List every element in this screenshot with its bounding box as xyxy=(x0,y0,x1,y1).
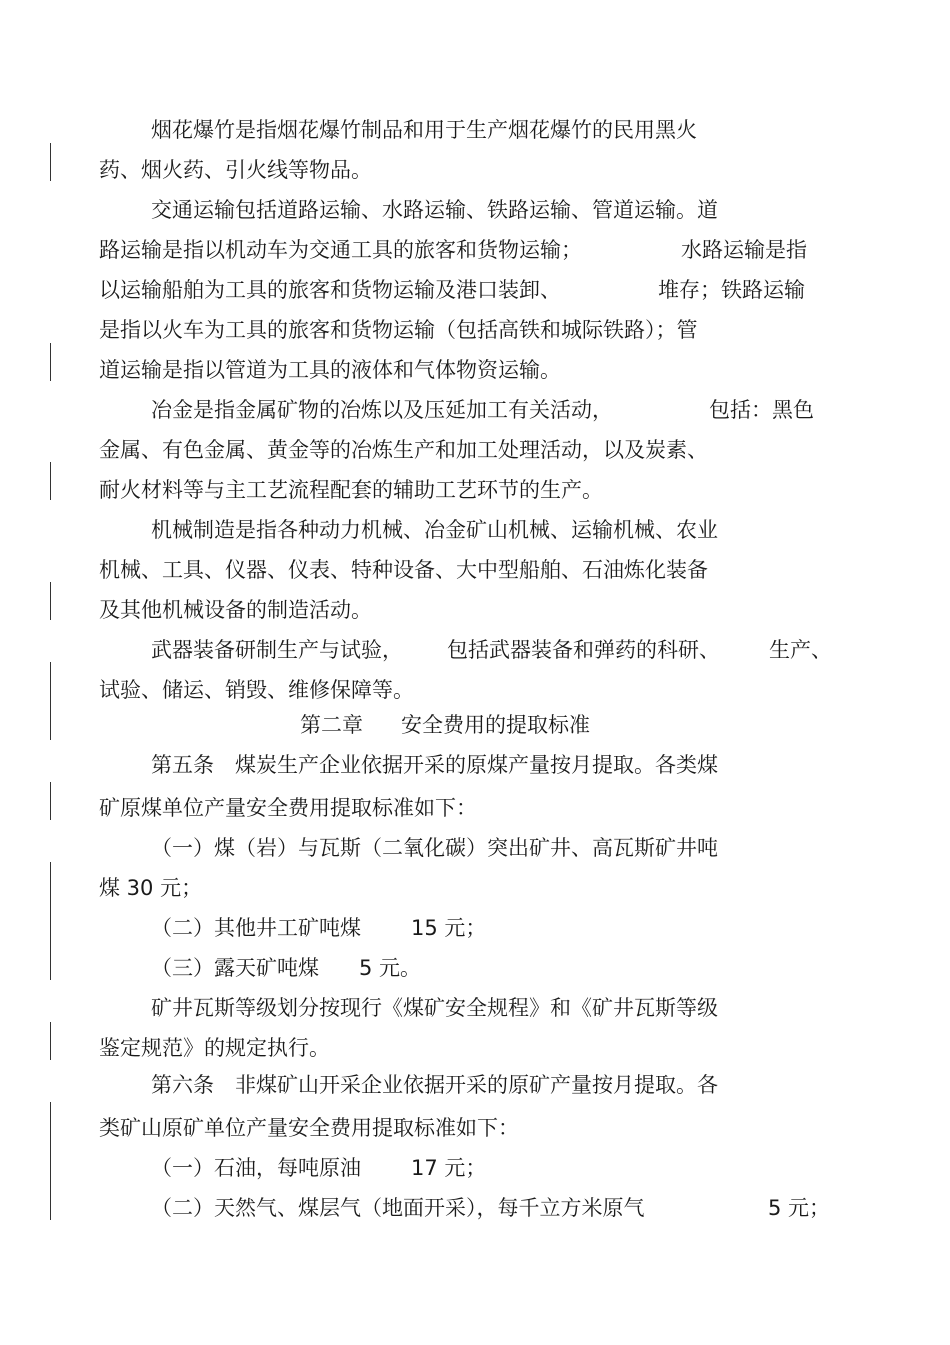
text-line: 5 元； xyxy=(768,1196,831,1220)
text-line: 试验、储运、销毁、维修保障等。 xyxy=(99,678,414,702)
revision-bar xyxy=(50,662,51,740)
revision-bar xyxy=(50,143,51,181)
revision-bar xyxy=(50,343,51,381)
text-line: 堆存；铁路运输 xyxy=(658,278,805,302)
text-line: （二）天然气、煤层气（地面开采），每千立方米原气 xyxy=(151,1196,645,1220)
text-line: 药、烟火药、引火线等物品。 xyxy=(99,158,372,182)
revision-bar xyxy=(50,782,51,820)
text-line: 矿原煤单位产量安全费用提取标准如下： xyxy=(99,796,477,820)
text-line: 水路运输是指 xyxy=(681,238,807,262)
text-line: 17 元； xyxy=(411,1156,487,1180)
revision-bar xyxy=(50,862,51,980)
text-line: （三）露天矿吨煤 xyxy=(151,956,319,980)
text-line: 包括武器装备和弹药的科研、 xyxy=(447,638,720,662)
text-line: 机械制造是指各种动力机械、冶金矿山机械、运输机械、农业 xyxy=(151,518,718,542)
text-line: 5 元。 xyxy=(359,956,422,980)
text-line: 15 元； xyxy=(411,916,487,940)
text-line: （一）石油，每吨原油 xyxy=(151,1156,361,1180)
text-line: 煤 30 元； xyxy=(99,876,203,900)
text-line: 及其他机械设备的制造活动。 xyxy=(99,598,372,622)
text-line: 第五条 煤炭生产企业依据开采的原煤产量按月提取。各类煤 xyxy=(151,753,718,777)
chapter-title: 安全费用的提取标准 xyxy=(401,713,590,737)
text-line: 冶金是指金属矿物的冶炼以及压延加工有关活动， xyxy=(151,398,613,422)
text-line: 道运输是指以管道为工具的液体和气体物资运输。 xyxy=(99,358,561,382)
text-line: 是指以火车为工具的旅客和货物运输（包括高铁和城际铁路）；管 xyxy=(99,318,698,342)
text-line: 矿井瓦斯等级划分按现行《煤矿安全规程》和《矿井瓦斯等级 xyxy=(151,996,718,1020)
text-line: 以运输船舶为工具的旅客和货物运输及港口装卸、 xyxy=(99,278,561,302)
text-line: 类矿山原矿单位产量安全费用提取标准如下： xyxy=(99,1116,519,1140)
text-line: 交通运输包括道路运输、水路运输、铁路运输、管道运输。道 xyxy=(151,198,718,222)
text-line: 武器装备研制生产与试验， xyxy=(151,638,403,662)
revision-bar xyxy=(50,582,51,620)
revision-bar xyxy=(50,462,51,500)
text-line: 鉴定规范》的规定执行。 xyxy=(99,1036,330,1060)
chapter-number: 第二章 xyxy=(300,713,363,737)
text-line: 包括：黑色 xyxy=(709,398,814,422)
revision-bar xyxy=(50,1102,51,1220)
text-line: 生产、 xyxy=(769,638,832,662)
text-line: 机械、工具、仪器、仪表、特种设备、大中型船舶、石油炼化装备 xyxy=(99,558,708,582)
text-line: （一）煤（岩）与瓦斯（二氧化碳）突出矿井、高瓦斯矿井吨 xyxy=(151,836,718,860)
text-line: 金属、有色金属、黄金等的冶炼生产和加工处理活动，以及炭素、 xyxy=(99,438,708,462)
text-line: （二）其他井工矿吨煤 xyxy=(151,916,361,940)
text-line: 烟花爆竹是指烟花爆竹制品和用于生产烟花爆竹的民用黑火 xyxy=(151,118,697,142)
revision-bar xyxy=(50,1022,51,1060)
text-line: 第六条 非煤矿山开采企业依据开采的原矿产量按月提取。各 xyxy=(151,1073,718,1097)
text-line: 路运输是指以机动车为交通工具的旅客和货物运输； xyxy=(99,238,582,262)
text-line: 耐火材料等与主工艺流程配套的辅助工艺环节的生产。 xyxy=(99,478,603,502)
